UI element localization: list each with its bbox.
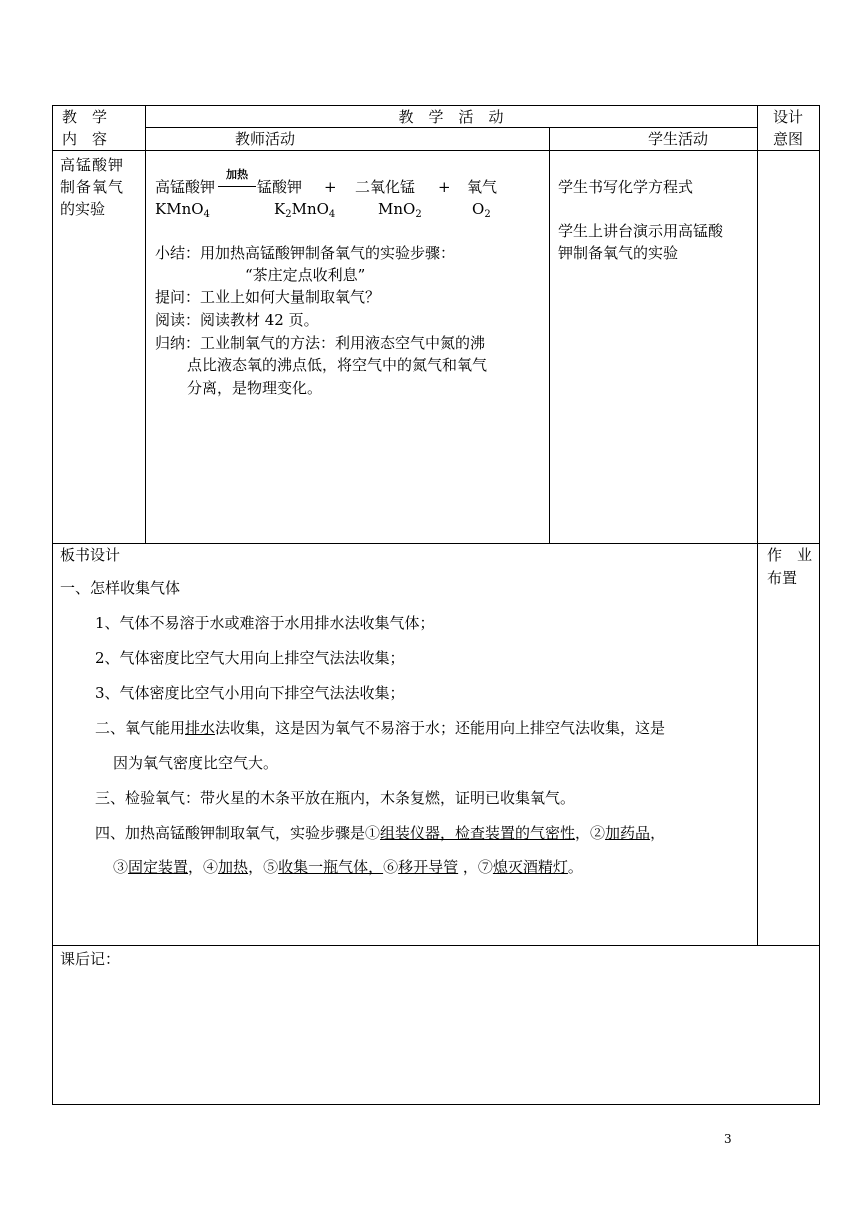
- summary-line1: 小结：用加热高锰酸钾制备氧气的实验步骤：: [155, 244, 456, 262]
- conclusion-line3: 分离，是物理变化。: [187, 379, 323, 397]
- homework-line1: 作 业: [767, 546, 813, 564]
- reading-line: 阅读：阅读教材 42 页。: [155, 311, 319, 329]
- header-design-line2: 意图: [773, 130, 804, 148]
- header-activity-title: 教 学 活 动: [398, 108, 504, 126]
- board-paragraph3: 三、检验氧气：带火星的木条平放在瓶内，木条复燃，证明已收集氧气。: [95, 789, 576, 807]
- homework-line2: 布置: [767, 569, 798, 587]
- student-line3: 钾制备氧气的实验: [558, 244, 679, 262]
- equation-plus-2: +: [438, 178, 451, 196]
- board-paragraph4-line2: ③固定装置，④加热，⑤收集一瓶气体，⑥移开导管 ，⑦熄灭酒精灯。: [113, 858, 583, 876]
- table-border-left: [52, 105, 53, 1104]
- board-heading1: 一、怎样收集气体: [60, 579, 181, 597]
- header-col1-line1: 教 学: [62, 108, 108, 126]
- table-line-col-teacher-student: [549, 127, 550, 543]
- conclusion-line1: 归纳：工业制氧气的方法：利用液态空气中氮的沸: [155, 334, 486, 352]
- row1-content-line2: 制备氧气: [60, 178, 125, 196]
- table-line-col1: [145, 105, 146, 543]
- question-line: 提问：工业上如何大量制取氧气？: [155, 288, 381, 306]
- header-student-activity: 学生活动: [648, 130, 709, 148]
- equation-arrow-line: [218, 186, 256, 187]
- table-line-col-last: [757, 105, 758, 945]
- board-title: 板书设计: [60, 546, 121, 564]
- table-line-header-bottom: [52, 150, 820, 151]
- summary-line2: “茶庄定点收利息”: [245, 266, 366, 284]
- board-item2: 2、气体密度比空气大用向上排空气法法收集；: [95, 649, 405, 667]
- page-number: 3: [724, 1132, 732, 1146]
- equation-plus-1: +: [324, 178, 337, 196]
- table-border-top: [52, 105, 820, 106]
- board-paragraph2-line2: 因为氧气密度比空气大。: [113, 754, 279, 772]
- table-border-bottom: [52, 1104, 820, 1105]
- table-border-right: [819, 105, 820, 1104]
- equation-product-3: 氧气: [467, 178, 498, 196]
- conclusion-line2: 点比液态氧的沸点低，将空气中的氮气和氧气: [187, 356, 488, 374]
- row1-content-line3: 的实验: [60, 200, 106, 218]
- table-line-header-split: [145, 127, 757, 128]
- table-line-row1-bottom: [52, 543, 820, 544]
- board-item1: 1、气体不易溶于水或难溶于水用排水法收集气体；: [95, 614, 435, 632]
- formula-k2mno4: $K_2MnO_4$: [274, 200, 336, 220]
- header-design-line1: 设计: [773, 108, 804, 126]
- formula-o2: $O_2$: [472, 200, 491, 220]
- student-line2: 学生上讲台演示用高锰酸: [558, 222, 724, 240]
- equation-product-2: 二氧化锰: [355, 178, 416, 196]
- board-paragraph2-line1: 二、氧气能用排水法收集，这是因为氧气不易溶于水；还能用向上排空气法收集，这是: [95, 719, 666, 737]
- student-line1: 学生书写化学方程式: [558, 178, 694, 196]
- formula-kmno4: KMnO$_4$: [155, 200, 210, 220]
- formula-mno2: MnO$_2$: [378, 200, 422, 220]
- header-col1-line2: 内 容: [62, 130, 108, 148]
- table-line-board-bottom: [52, 945, 820, 946]
- equation-reactant: 高锰酸钾: [155, 178, 216, 196]
- equation-condition: 加热: [226, 168, 248, 181]
- equation-product-1: 锰酸钾: [257, 178, 303, 196]
- header-teacher-activity: 教师活动: [234, 130, 295, 148]
- row1-content-line1: 高锰酸钾: [60, 156, 125, 174]
- after-class-label: 课后记：: [60, 950, 121, 968]
- board-item3: 3、气体密度比空气小用向下排空气法法收集；: [95, 684, 405, 702]
- board-paragraph4-line1: 四、加热高锰酸钾制取氧气，实验步骤是①组装仪器，检查装置的气密性，②加药品，: [95, 824, 666, 842]
